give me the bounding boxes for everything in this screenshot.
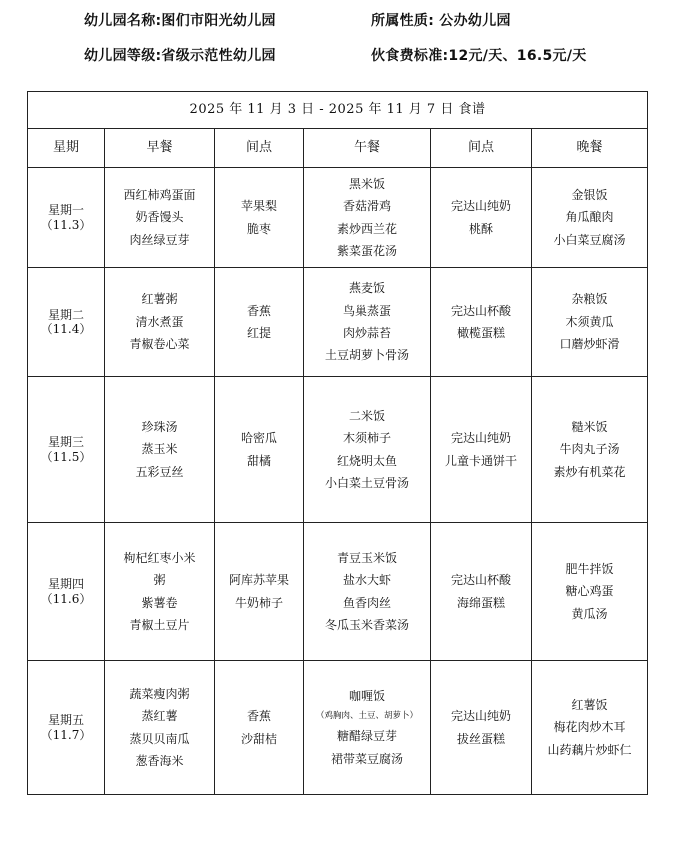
menu-item: 香蕉 [246, 303, 271, 318]
meal-fee-value: 12元/天、16.5元/天 [448, 48, 587, 64]
menu-item: 素炒有机菜花 [553, 464, 626, 479]
menu-item: 木须柿子 [342, 431, 391, 446]
menu-item: 黑米饭 [348, 176, 385, 191]
weekday-cell [28, 661, 105, 795]
weekday-name: 星期四 [47, 577, 84, 592]
menu-item: 口蘑炒虾滑 [559, 337, 620, 352]
menu-item: 蔬菜瘦肉粥 [129, 686, 190, 701]
menu-item: 香菇滑鸡 [342, 199, 391, 214]
column-header-snack-morning: 间点 [215, 129, 304, 168]
weekday-cell [28, 377, 105, 523]
dinner-cell [532, 168, 648, 268]
menu-item: （鸡胸肉、土豆、胡萝卜） [315, 711, 418, 722]
afternoon-snack-cell [431, 268, 532, 377]
menu-item: 奶香馒头 [135, 210, 184, 225]
kindergarten-level [84, 45, 276, 65]
kindergarten-level-label: 幼儿园等级: [84, 48, 162, 64]
menu-item: 燕麦饭 [348, 281, 385, 296]
menu-item: 裙带菜豆腐汤 [330, 751, 403, 766]
kindergarten-name [84, 10, 276, 30]
menu-item: 拔丝蛋糕 [456, 731, 505, 746]
menu-item: 山药藕片炒虾仁 [547, 742, 632, 757]
menu-item: 完达山纯奶 [450, 431, 511, 446]
menu-item: 阿库苏苹果 [228, 573, 289, 588]
menu-item: 西红柿鸡蛋面 [123, 187, 196, 202]
lunch-cell [304, 523, 431, 661]
weekday-cell [28, 268, 105, 377]
meal-fee-standard [371, 45, 587, 65]
weekday-cell [28, 168, 105, 268]
menu-item: 糙米饭 [571, 419, 608, 434]
menu-item: 黄瓜汤 [571, 606, 608, 621]
menu-item: 糖醋绿豆芽 [336, 729, 397, 744]
kindergarten-name-label: 幼儿园名称: [84, 13, 162, 29]
menu-item: 哈密瓜 [240, 431, 277, 446]
breakfast-cell [105, 268, 215, 377]
menu-row-day-1 [28, 168, 648, 268]
menu-item: 苹果梨 [240, 199, 277, 214]
menu-item: 海绵蛋糕 [456, 595, 505, 610]
menu-item: 青椒卷心菜 [129, 337, 190, 352]
menu-item: 儿童卡通饼干 [444, 453, 517, 468]
menu-item: 杂粮饭 [571, 292, 608, 307]
kindergarten-type [371, 10, 511, 30]
menu-item: 枸杞红枣小米 [123, 550, 196, 565]
breakfast-cell [105, 377, 215, 523]
menu-item: 角瓜酿肉 [565, 210, 614, 225]
menu-item: 红烧明太鱼 [336, 453, 397, 468]
menu-item: 肥牛拌饭 [565, 561, 614, 576]
menu-item: 糖心鸡蛋 [565, 584, 614, 599]
menu-row-day-3 [28, 377, 648, 523]
column-header-breakfast: 早餐 [105, 129, 215, 168]
menu-item: 红提 [246, 326, 271, 340]
menu-item: 土豆胡萝卜骨汤 [324, 348, 409, 363]
menu-item: 冬瓜玉米香菜汤 [324, 617, 409, 632]
menu-item: 二米饭 [348, 408, 385, 423]
menu-item: 甜橘 [246, 453, 271, 468]
morning-snack-cell [215, 268, 304, 377]
menu-item: 牛奶柿子 [234, 595, 283, 610]
weekday-date: （11.6） [40, 591, 92, 606]
menu-header-row [28, 129, 648, 168]
meal-fee-label: 伙食费标准: [371, 48, 449, 64]
menu-item: 完达山杯酸 [450, 303, 511, 318]
menu-item: 五彩豆丝 [135, 464, 184, 479]
menu-item: 红薯饭 [571, 697, 608, 712]
weekly-menu-table [27, 91, 648, 795]
dinner-cell [532, 268, 648, 377]
menu-item: 红薯粥 [141, 292, 178, 307]
column-header-snack-afternoon: 间点 [431, 129, 532, 168]
menu-item: 金银饭 [571, 187, 608, 202]
weekday-date: （11.4） [40, 322, 92, 336]
menu-item: 紫薯卷 [141, 595, 178, 610]
breakfast-cell [105, 661, 215, 795]
menu-row-day-2 [28, 268, 648, 377]
weekday-cell [28, 523, 105, 661]
menu-row-day-5 [28, 661, 648, 795]
lunch-cell [304, 377, 431, 523]
menu-item: 肉丝绿豆芽 [129, 232, 190, 247]
menu-item: 小白菜土豆骨汤 [324, 475, 409, 490]
dinner-cell [532, 523, 648, 661]
menu-item: 脆枣 [246, 221, 271, 236]
afternoon-snack-cell [431, 523, 532, 661]
menu-item: 珍珠汤 [141, 419, 178, 434]
weekday-date: （11.3） [40, 217, 92, 232]
morning-snack-cell [215, 168, 304, 268]
lunch-cell [304, 661, 431, 795]
column-header-dinner: 晚餐 [532, 129, 648, 168]
menu-row-day-4 [28, 523, 648, 661]
menu-item: 完达山纯奶 [450, 199, 511, 214]
menu-item: 完达山纯奶 [450, 709, 511, 724]
menu-item: 咖喱饭 [348, 688, 385, 703]
menu-item: 梅花肉炒木耳 [553, 720, 626, 735]
morning-snack-cell [215, 523, 304, 661]
column-header-weekday: 星期 [28, 129, 105, 168]
kindergarten-level-value: 省级示范性幼儿园 [161, 48, 276, 64]
menu-item: 肉炒蒜苔 [342, 326, 391, 340]
menu-item: 素炒西兰花 [336, 221, 397, 236]
menu-item: 沙甜桔 [240, 731, 277, 746]
dinner-cell [532, 377, 648, 523]
kindergarten-type-label: 所属性质: [371, 13, 435, 29]
menu-item: 清水煮蛋 [135, 314, 184, 329]
menu-item: 盐水大虾 [342, 573, 391, 588]
menu-item: 蒸贝贝南瓜 [129, 731, 190, 746]
morning-snack-cell [215, 377, 304, 523]
weekday-name: 星期二 [47, 307, 84, 322]
menu-item: 蒸红薯 [141, 709, 178, 724]
dinner-cell [532, 661, 648, 795]
weekday-name: 星期三 [47, 435, 84, 450]
breakfast-cell [105, 168, 215, 268]
menu-item: 青椒土豆片 [129, 617, 190, 632]
menu-item: 青豆玉米饭 [336, 550, 397, 565]
lunch-cell [304, 168, 431, 268]
weekday-date: （11.5） [40, 449, 92, 464]
menu-item: 桃酥 [468, 221, 493, 236]
lunch-cell [304, 268, 431, 377]
menu-title: 2025 年 11 月 3 日 - 2025 年 11 月 7 日 食谱 [28, 92, 648, 129]
weekday-name: 星期五 [47, 713, 84, 728]
menu-item: 橄榄蛋糕 [456, 326, 505, 340]
afternoon-snack-cell [431, 661, 532, 795]
kindergarten-name-value: 图们市阳光幼儿园 [161, 13, 276, 29]
menu-item: 粥 [153, 573, 166, 588]
menu-item: 鸟巢蒸蛋 [342, 303, 391, 318]
menu-item: 牛肉丸子汤 [559, 442, 620, 457]
menu-item: 小白菜豆腐汤 [553, 232, 626, 247]
weekday-date: （11.7） [40, 727, 92, 742]
kindergarten-type-value: 公办幼儿园 [439, 13, 511, 29]
breakfast-cell [105, 523, 215, 661]
menu-item: 香蕉 [246, 709, 271, 724]
menu-item: 木须黄瓜 [565, 314, 614, 329]
menu-item: 葱香海米 [135, 753, 184, 768]
menu-item: 完达山杯酸 [450, 573, 511, 588]
menu-item: 鱼香肉丝 [342, 595, 391, 610]
afternoon-snack-cell [431, 168, 532, 268]
weekday-name: 星期一 [47, 203, 84, 218]
column-header-lunch: 午餐 [304, 129, 431, 168]
menu-item: 蒸玉米 [141, 442, 178, 457]
menu-item: 紫菜蛋花汤 [336, 243, 397, 258]
morning-snack-cell [215, 661, 304, 795]
afternoon-snack-cell [431, 377, 532, 523]
